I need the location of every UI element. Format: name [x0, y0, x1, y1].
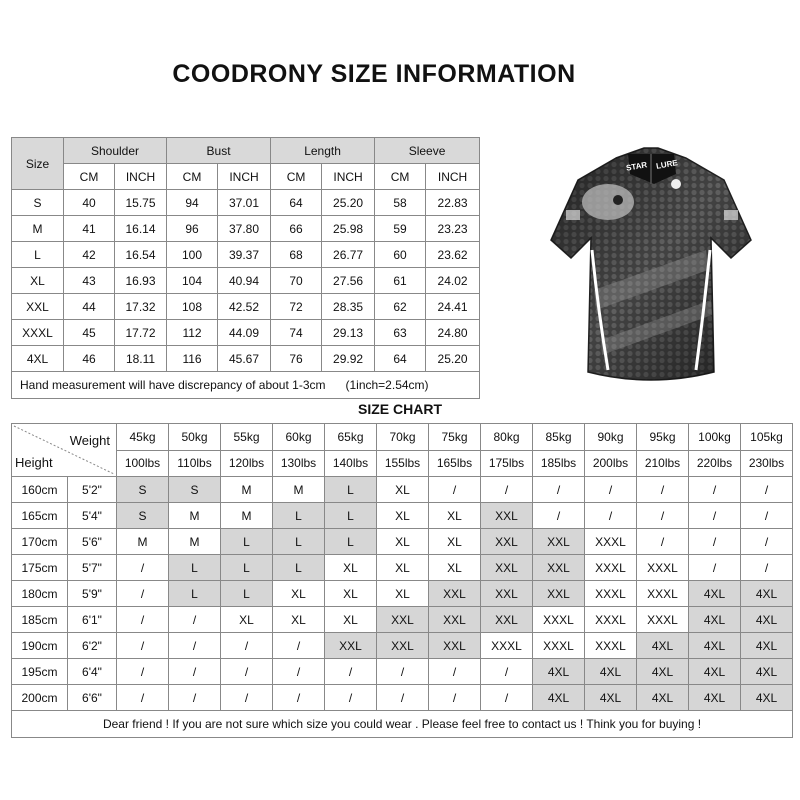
measure-cell: 16.14: [115, 216, 167, 242]
measure-cell: 40: [64, 190, 115, 216]
size-recommendation-cell: S: [169, 477, 221, 503]
table-row: [12, 581, 793, 607]
weight-kg-header: 65kg: [325, 424, 377, 451]
size-recommendation-cell: /: [481, 659, 533, 685]
size-recommendation-cell: 4XL: [637, 685, 689, 711]
table-row: [12, 216, 480, 242]
size-recommendation-cell: /: [689, 503, 741, 529]
table-row: [12, 529, 793, 555]
height-cm: 195cm: [12, 659, 68, 685]
group-header: Length: [271, 138, 375, 164]
size-recommendation-cell: /: [481, 477, 533, 503]
size-recommendation-cell: L: [169, 555, 221, 581]
size-recommendation-cell: XL: [429, 503, 481, 529]
table-row: [12, 659, 793, 685]
size-recommendation-cell: L: [325, 503, 377, 529]
measure-cell: 58: [375, 190, 426, 216]
size-recommendation-cell: /: [637, 529, 689, 555]
height-cm: 175cm: [12, 555, 68, 581]
size-recommendation-cell: 4XL: [533, 685, 585, 711]
measure-cell: 26.77: [322, 242, 375, 268]
measure-cell: 41: [64, 216, 115, 242]
weight-kg-header: 50kg: [169, 424, 221, 451]
measure-cell: 25.20: [426, 346, 480, 372]
weight-kg-header: 80kg: [481, 424, 533, 451]
weight-kg-header: 90kg: [585, 424, 637, 451]
size-cell: XL: [12, 268, 64, 294]
size-recommendation-cell: M: [221, 503, 273, 529]
measure-cell: 46: [64, 346, 115, 372]
height-label: Height: [15, 455, 53, 470]
measure-cell: 104: [167, 268, 218, 294]
weight-lbs-header: 120lbs: [221, 450, 273, 477]
size-recommendation-cell: XXXL: [637, 607, 689, 633]
size-recommendation-cell: S: [117, 503, 169, 529]
measure-cell: 17.32: [115, 294, 167, 320]
measure-cell: 60: [375, 242, 426, 268]
size-recommendation-cell: /: [377, 685, 429, 711]
size-recommendation-cell: 4XL: [689, 685, 741, 711]
unit-header: CM: [167, 164, 218, 190]
size-recommendation-cell: XXL: [429, 633, 481, 659]
measure-cell: 25.98: [322, 216, 375, 242]
weight-lbs-header: 100lbs: [117, 450, 169, 477]
size-chart-title: SIZE CHART: [358, 401, 442, 417]
weight-kg-header: 95kg: [637, 424, 689, 451]
measure-cell: 68: [271, 242, 322, 268]
size-recommendation-cell: /: [741, 529, 793, 555]
size-recommendation-cell: /: [169, 607, 221, 633]
size-recommendation-cell: L: [273, 503, 325, 529]
unit-header: INCH: [218, 164, 271, 190]
size-recommendation-cell: /: [377, 659, 429, 685]
group-header: Sleeve: [375, 138, 480, 164]
weight-lbs-header: 185lbs: [533, 450, 585, 477]
unit-header: CM: [271, 164, 322, 190]
size-recommendation-cell: /: [637, 503, 689, 529]
measure-cell: 45: [64, 320, 115, 346]
size-recommendation-cell: M: [273, 477, 325, 503]
size-recommendation-cell: L: [221, 555, 273, 581]
size-recommendation-cell: /: [169, 633, 221, 659]
size-recommendation-cell: 4XL: [585, 659, 637, 685]
size-recommendation-cell: XL: [325, 581, 377, 607]
table-row: [12, 320, 480, 346]
height-ft: 5'9": [68, 581, 117, 607]
measure-cell: 43: [64, 268, 115, 294]
measure-cell: 108: [167, 294, 218, 320]
measure-cell: 29.92: [322, 346, 375, 372]
weight-kg-header: 105kg: [741, 424, 793, 451]
size-recommendation-cell: XXXL: [533, 607, 585, 633]
measure-cell: 44.09: [218, 320, 271, 346]
size-recommendation-cell: XXL: [481, 503, 533, 529]
size-recommendation-cell: /: [117, 659, 169, 685]
size-recommendation-cell: XXXL: [637, 581, 689, 607]
size-recommendation-cell: 4XL: [689, 659, 741, 685]
measure-cell: 16.93: [115, 268, 167, 294]
height-ft: 6'6": [68, 685, 117, 711]
size-recommendation-cell: 4XL: [533, 659, 585, 685]
height-ft: 6'4": [68, 659, 117, 685]
measure-cell: 94: [167, 190, 218, 216]
measure-cell: 112: [167, 320, 218, 346]
weight-kg-header: 85kg: [533, 424, 585, 451]
measure-cell: 59: [375, 216, 426, 242]
measurement-table: [11, 137, 480, 399]
jersey-image: [546, 140, 756, 390]
size-recommendation-cell: /: [169, 659, 221, 685]
measure-cell: 44: [64, 294, 115, 320]
size-recommendation-cell: XL: [325, 607, 377, 633]
measure-cell: 18.11: [115, 346, 167, 372]
size-chart-table: [11, 423, 793, 738]
footer-note: Dear friend ! If you are not sure which size you could wear . Please feel free to contact us ! Think you for buying !: [12, 711, 793, 738]
height-ft: 5'2": [68, 477, 117, 503]
size-recommendation-cell: XXL: [481, 581, 533, 607]
size-cell: XXXL: [12, 320, 64, 346]
size-recommendation-cell: XXXL: [585, 555, 637, 581]
table-row: [12, 503, 793, 529]
table-row: [12, 685, 793, 711]
measure-cell: 24.41: [426, 294, 480, 320]
height-ft: 5'7": [68, 555, 117, 581]
measurement-note: Hand measurement will have discrepancy of about 1-3cm (1inch=2.54cm): [12, 372, 480, 399]
measure-cell: 64: [271, 190, 322, 216]
weight-lbs-header: 200lbs: [585, 450, 637, 477]
size-recommendation-cell: XXL: [429, 581, 481, 607]
size-cell: 4XL: [12, 346, 64, 372]
size-recommendation-cell: /: [689, 555, 741, 581]
table-row: [12, 268, 480, 294]
size-recommendation-cell: XXL: [481, 529, 533, 555]
size-recommendation-cell: /: [325, 659, 377, 685]
size-recommendation-cell: /: [429, 685, 481, 711]
measure-cell: 63: [375, 320, 426, 346]
measure-cell: 29.13: [322, 320, 375, 346]
measure-cell: 16.54: [115, 242, 167, 268]
weight-lbs-header: 140lbs: [325, 450, 377, 477]
weight-label: Weight: [69, 433, 110, 448]
unit-header: CM: [64, 164, 115, 190]
measure-cell: 72: [271, 294, 322, 320]
size-recommendation-cell: /: [221, 659, 273, 685]
unit-header: INCH: [426, 164, 480, 190]
size-recommendation-cell: S: [117, 477, 169, 503]
table-row: [12, 607, 793, 633]
measure-cell: 27.56: [322, 268, 375, 294]
size-recommendation-cell: 4XL: [585, 685, 637, 711]
weight-kg-header: 55kg: [221, 424, 273, 451]
size-recommendation-cell: /: [117, 633, 169, 659]
height-ft: 6'2": [68, 633, 117, 659]
height-ft: 5'4": [68, 503, 117, 529]
size-recommendation-cell: M: [169, 503, 221, 529]
size-recommendation-cell: /: [325, 685, 377, 711]
size-recommendation-cell: 4XL: [689, 607, 741, 633]
unit-header: CM: [375, 164, 426, 190]
size-recommendation-cell: XL: [221, 607, 273, 633]
size-recommendation-cell: L: [273, 555, 325, 581]
weight-lbs-header: 230lbs: [741, 450, 793, 477]
size-recommendation-cell: 4XL: [741, 633, 793, 659]
weight-kg-header: 45kg: [117, 424, 169, 451]
measure-cell: 23.23: [426, 216, 480, 242]
size-recommendation-cell: /: [585, 477, 637, 503]
size-recommendation-cell: M: [169, 529, 221, 555]
size-recommendation-cell: /: [273, 633, 325, 659]
weight-kg-header: 70kg: [377, 424, 429, 451]
size-recommendation-cell: XXXL: [637, 555, 689, 581]
size-recommendation-cell: XXL: [325, 633, 377, 659]
size-recommendation-cell: XL: [429, 555, 481, 581]
weight-kg-header: 100kg: [689, 424, 741, 451]
weight-lbs-header: 155lbs: [377, 450, 429, 477]
page-title: COODRONY SIZE INFORMATION: [172, 60, 576, 88]
size-recommendation-cell: XL: [377, 503, 429, 529]
size-recommendation-cell: XXXL: [585, 633, 637, 659]
size-recommendation-cell: /: [221, 685, 273, 711]
size-recommendation-cell: L: [325, 477, 377, 503]
unit-header: INCH: [115, 164, 167, 190]
measure-cell: 17.72: [115, 320, 167, 346]
size-recommendation-cell: 4XL: [741, 685, 793, 711]
group-header: Shoulder: [64, 138, 167, 164]
measure-cell: 76: [271, 346, 322, 372]
size-recommendation-cell: L: [325, 529, 377, 555]
measure-cell: 40.94: [218, 268, 271, 294]
size-recommendation-cell: /: [741, 503, 793, 529]
size-recommendation-cell: XXXL: [533, 633, 585, 659]
size-header: Size: [12, 138, 64, 190]
weight-height-header: [12, 424, 117, 477]
height-cm: 185cm: [12, 607, 68, 633]
size-recommendation-cell: 4XL: [689, 581, 741, 607]
measure-cell: 66: [271, 216, 322, 242]
table-row: [12, 555, 793, 581]
size-recommendation-cell: /: [429, 659, 481, 685]
measure-cell: 45.67: [218, 346, 271, 372]
measure-cell: 37.01: [218, 190, 271, 216]
size-recommendation-cell: M: [117, 529, 169, 555]
table-row: [12, 242, 480, 268]
measure-cell: 24.80: [426, 320, 480, 346]
size-recommendation-cell: /: [117, 581, 169, 607]
size-recommendation-cell: XL: [273, 607, 325, 633]
measure-cell: 62: [375, 294, 426, 320]
size-recommendation-cell: XXXL: [585, 581, 637, 607]
measure-cell: 96: [167, 216, 218, 242]
weight-lbs-header: 165lbs: [429, 450, 481, 477]
size-recommendation-cell: XL: [325, 555, 377, 581]
size-cell: L: [12, 242, 64, 268]
size-recommendation-cell: L: [169, 581, 221, 607]
size-recommendation-cell: 4XL: [741, 607, 793, 633]
size-recommendation-cell: L: [221, 581, 273, 607]
size-recommendation-cell: 4XL: [741, 659, 793, 685]
measure-cell: 25.20: [322, 190, 375, 216]
size-recommendation-cell: XXL: [481, 607, 533, 633]
unit-header: INCH: [322, 164, 375, 190]
size-recommendation-cell: /: [429, 477, 481, 503]
size-recommendation-cell: XXL: [481, 555, 533, 581]
measure-cell: 22.83: [426, 190, 480, 216]
table-row: [12, 346, 480, 372]
measure-cell: 42: [64, 242, 115, 268]
size-recommendation-cell: L: [221, 529, 273, 555]
size-recommendation-cell: /: [273, 685, 325, 711]
size-recommendation-cell: /: [117, 555, 169, 581]
size-recommendation-cell: /: [741, 555, 793, 581]
measure-cell: 42.52: [218, 294, 271, 320]
measure-cell: 39.37: [218, 242, 271, 268]
height-ft: 6'1": [68, 607, 117, 633]
weight-kg-header: 60kg: [273, 424, 325, 451]
height-cm: 180cm: [12, 581, 68, 607]
table-row: [12, 190, 480, 216]
size-recommendation-cell: /: [117, 607, 169, 633]
size-recommendation-cell: /: [481, 685, 533, 711]
size-recommendation-cell: XXL: [533, 529, 585, 555]
group-header: Bust: [167, 138, 271, 164]
measure-cell: 24.02: [426, 268, 480, 294]
size-recommendation-cell: 4XL: [637, 659, 689, 685]
weight-kg-header: 75kg: [429, 424, 481, 451]
size-recommendation-cell: /: [585, 503, 637, 529]
size-recommendation-cell: /: [221, 633, 273, 659]
size-cell: M: [12, 216, 64, 242]
measure-cell: 37.80: [218, 216, 271, 242]
measure-cell: 23.62: [426, 242, 480, 268]
collar-text-left: STAR: [625, 160, 648, 173]
measure-cell: 15.75: [115, 190, 167, 216]
size-recommendation-cell: XL: [377, 581, 429, 607]
size-recommendation-cell: XXL: [533, 555, 585, 581]
height-cm: 170cm: [12, 529, 68, 555]
size-recommendation-cell: /: [689, 477, 741, 503]
size-recommendation-cell: XXL: [377, 633, 429, 659]
weight-lbs-header: 175lbs: [481, 450, 533, 477]
weight-lbs-header: 210lbs: [637, 450, 689, 477]
size-recommendation-cell: /: [117, 685, 169, 711]
size-recommendation-cell: XL: [377, 555, 429, 581]
size-recommendation-cell: /: [741, 477, 793, 503]
size-recommendation-cell: XL: [429, 529, 481, 555]
size-recommendation-cell: XXL: [377, 607, 429, 633]
size-recommendation-cell: XXXL: [481, 633, 533, 659]
size-recommendation-cell: XXXL: [585, 607, 637, 633]
height-cm: 190cm: [12, 633, 68, 659]
size-recommendation-cell: 4XL: [741, 581, 793, 607]
size-cell: S: [12, 190, 64, 216]
measure-cell: 100: [167, 242, 218, 268]
weight-lbs-header: 110lbs: [169, 450, 221, 477]
measure-cell: 64: [375, 346, 426, 372]
height-cm: 165cm: [12, 503, 68, 529]
size-recommendation-cell: XXL: [533, 581, 585, 607]
table-row: [12, 294, 480, 320]
size-recommendation-cell: 4XL: [689, 633, 741, 659]
table-row: [12, 633, 793, 659]
collar-text-right: LURE: [655, 158, 679, 171]
measure-cell: 28.35: [322, 294, 375, 320]
height-cm: 200cm: [12, 685, 68, 711]
height-cm: 160cm: [12, 477, 68, 503]
height-ft: 5'6": [68, 529, 117, 555]
size-recommendation-cell: XL: [377, 477, 429, 503]
size-recommendation-cell: XXL: [429, 607, 481, 633]
size-recommendation-cell: /: [689, 529, 741, 555]
weight-lbs-header: 220lbs: [689, 450, 741, 477]
weight-lbs-header: 130lbs: [273, 450, 325, 477]
size-recommendation-cell: 4XL: [637, 633, 689, 659]
size-recommendation-cell: L: [273, 529, 325, 555]
size-recommendation-cell: XL: [377, 529, 429, 555]
measure-cell: 61: [375, 268, 426, 294]
measure-cell: 116: [167, 346, 218, 372]
measure-cell: 74: [271, 320, 322, 346]
size-recommendation-cell: /: [273, 659, 325, 685]
measure-cell: 70: [271, 268, 322, 294]
size-recommendation-cell: XXXL: [585, 529, 637, 555]
size-recommendation-cell: M: [221, 477, 273, 503]
size-recommendation-cell: /: [533, 503, 585, 529]
size-recommendation-cell: /: [637, 477, 689, 503]
size-cell: XXL: [12, 294, 64, 320]
table-row: [12, 477, 793, 503]
size-recommendation-cell: /: [533, 477, 585, 503]
size-recommendation-cell: /: [169, 685, 221, 711]
size-recommendation-cell: XL: [273, 581, 325, 607]
